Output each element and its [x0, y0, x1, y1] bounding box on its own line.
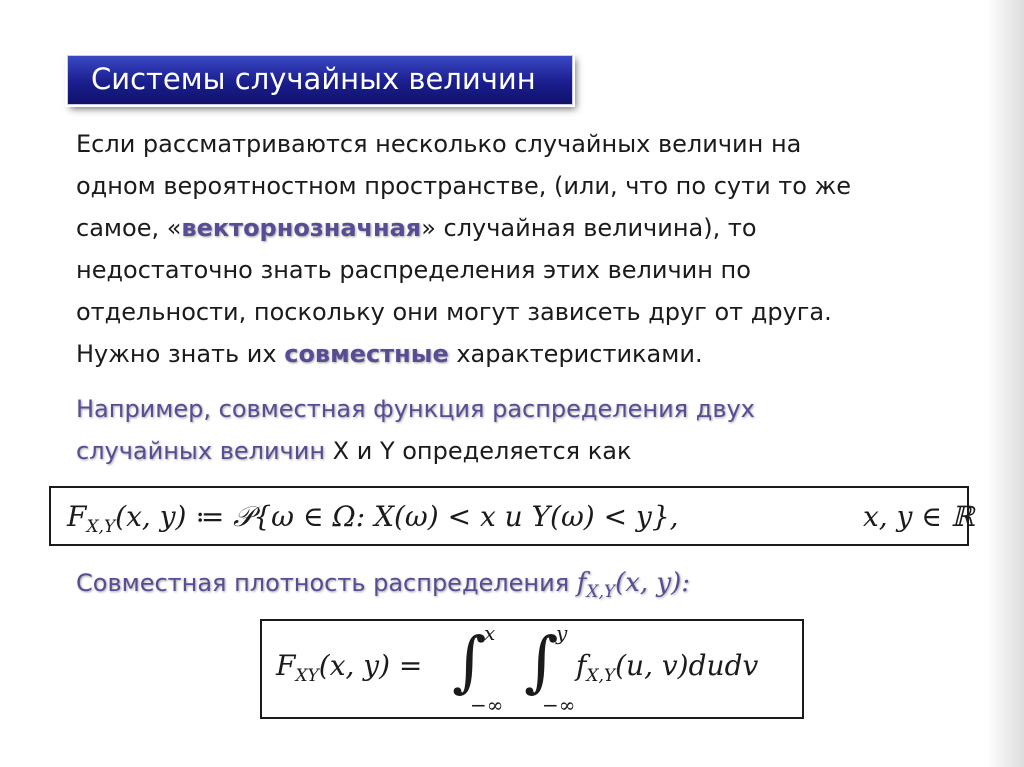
term-vector-valued: векторнозначная: [181, 214, 422, 242]
para-line-3-a: самое, «: [76, 214, 182, 242]
integrand-rest: (u, v)dudv: [615, 649, 759, 682]
cdf-domain: x, y ∈ ℝ: [863, 500, 975, 533]
integral-sign-2: ∫: [524, 623, 559, 700]
example-line-2: [76, 430, 976, 472]
density-lhs-f: F: [276, 649, 296, 682]
density-text: Совместная плотность распределения: [76, 569, 577, 597]
density-lhs-sub: XY: [295, 666, 319, 686]
integral-sign-1: ∫: [452, 623, 487, 700]
integrand-f: f: [576, 649, 587, 682]
density-integrand: [576, 649, 758, 686]
cdf-lhs-sub: X,Y: [86, 517, 116, 537]
slide-title: Системы случайных величин: [91, 62, 536, 96]
integral-2-upper: y: [556, 621, 568, 645]
intro-paragraph: [76, 123, 976, 375]
para-line-3: [76, 207, 976, 249]
density-f: f: [576, 568, 587, 598]
density-lhs-args: (x, y) =: [318, 649, 423, 682]
cdf-formula-box: [49, 486, 975, 546]
para-line-2: одном вероятностном пространстве, (или, что по сути то же: [76, 172, 851, 200]
term-joint: совместные: [284, 340, 449, 368]
para-line-6: [76, 333, 976, 375]
para-line-6-b: характеристиками.: [448, 340, 703, 368]
integrand-f-sub: X,Y: [586, 666, 616, 686]
cdf-body: (x, y) ≔ 𝒫{ω ∈ Ω: X(ω) < x и Y(ω) < y},: [115, 500, 679, 533]
integral-1-upper: x: [484, 621, 496, 645]
para-line-3-b: » случайная величина), то: [421, 214, 757, 242]
density-args: (x, y):: [615, 568, 691, 598]
density-f-sub: X,Y: [586, 582, 616, 602]
density-formula-box: [260, 619, 804, 719]
para-line-6-a: Нужно знать их: [76, 340, 285, 368]
integral-1-lower: −∞: [470, 693, 504, 717]
slide-title-box: [67, 55, 573, 105]
density-heading: [76, 562, 976, 613]
cdf-formula: [67, 500, 679, 537]
integral-2-lower: −∞: [542, 693, 576, 717]
example-paragraph: [76, 388, 976, 472]
para-line-5: отдельности, поскольку они могут зависеть друг от друга.: [76, 298, 832, 326]
cdf-lhs: F: [67, 500, 87, 533]
example-line-2-b: X и Y определяется как: [325, 437, 632, 465]
density-formula-lhs: [276, 649, 422, 686]
para-line-4: недостаточно знать распределения этих величин по: [76, 256, 751, 284]
para-line-1: Если рассматриваются несколько случайных величин на: [76, 130, 802, 158]
example-line-2-hl: случайных величин: [76, 437, 326, 465]
page-curl-shadow: [986, 0, 1024, 767]
example-line-1: Например, совместная функция распределения двух: [76, 395, 755, 423]
